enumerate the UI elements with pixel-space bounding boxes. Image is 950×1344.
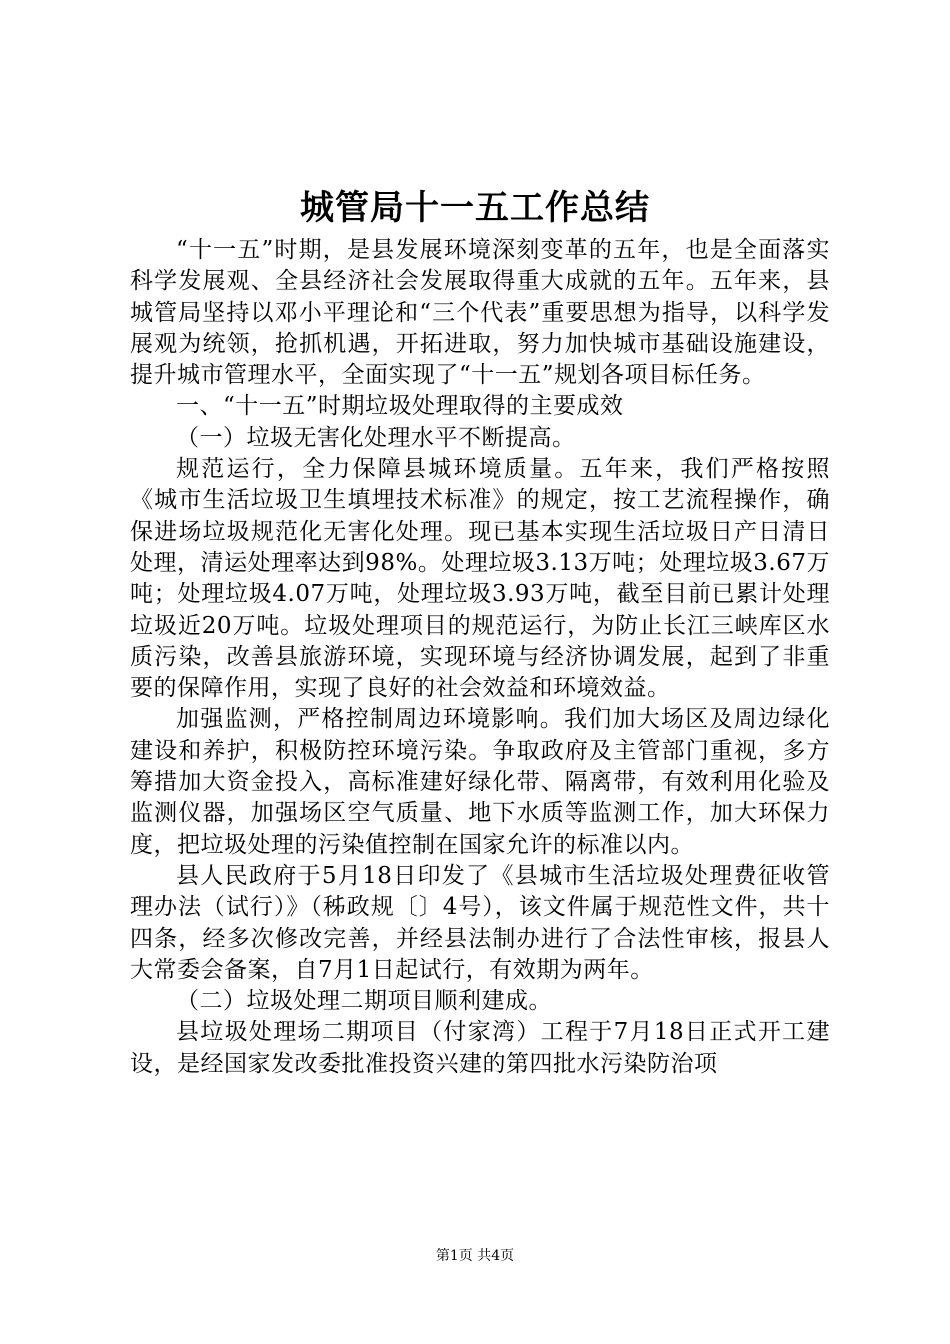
paragraph-standard-operation: 规范运行，全力保障县城环境质量。五年来，我们严格按照《城市生活垃圾卫生填埋技术标准》的规定，按工艺流程操作，确保进场垃圾规范化无害化处理。现已基本实现生活垃圾日产日清日处理，清运处理率达到98%。处理垃圾3.13万吨；处理垃圾3.67万吨；处理垃圾4.07万吨，处理垃圾3.93万吨，截至目前已累计处理垃圾近20万吨。垃圾处理项目的规范运行，为防止长江三峡库区水质污染，改善县旅游环境，实现环境与经济协调发展，起到了非重要的保障作用，实现了良好的社会效益和环境效益。	[130, 456, 830, 702]
document-body	[130, 235, 830, 1080]
paragraph-regulation: 县人民政府于5月18日印发了《县城市生活垃圾处理费征收管理办法（试行）》（秭政规〔〕4号），该文件属于规范性文件，共十四条，经多次修改完善，并经县法制办进行了合法性审核，报县人大常委会备案，自7月1日起试行，有效期为两年。	[130, 862, 830, 983]
paragraph-monitoring: 加强监测，严格控制周边环境影响。我们加大场区及周边绿化建设和养护，积极防控环境污染。争取政府及主管部门重视，多方筹措加大资金投入，高标准建好绿化带、隔离带，有效利用化验及监测仪器，加强场区空气质量、地下水质等监测工作，加大环保力度，把垃圾处理的污染值控制在国家允许的标准以内。	[130, 706, 830, 858]
page-number-footer: 第1页 共4页	[435, 1248, 515, 1264]
subsection-heading-2: （二）垃圾处理二期项目顺利建成。	[176, 988, 552, 1015]
paragraph-phase-two: 县垃圾处理场二期项目（付家湾）工程于7月18日正式开工建设，是经国家发改委批准投资兴建的第四批水污染防治项	[130, 1019, 830, 1077]
document-title: 城管局十一五工作总结	[300, 188, 650, 228]
paragraph-intro: “十一五”时期，是县发展环境深刻变革的五年，也是全面落实科学发展观、全县经济社会发展取得重大成就的五年。五年来，县城管局坚持以邓小平理论和“三个代表”重要思想为指导，以科学发展观为统领，抢抓机遇，开拓进取，努力加快城市基础设施建设，提升城市管理水平，全面实现了“十一五”规划各项目标任务。	[130, 237, 830, 389]
subsection-heading-1: （一）垃圾无害化处理水平不断提高。	[176, 424, 576, 451]
section-heading-1: 一、“十一五”时期垃圾处理取得的主要成效	[176, 393, 624, 420]
